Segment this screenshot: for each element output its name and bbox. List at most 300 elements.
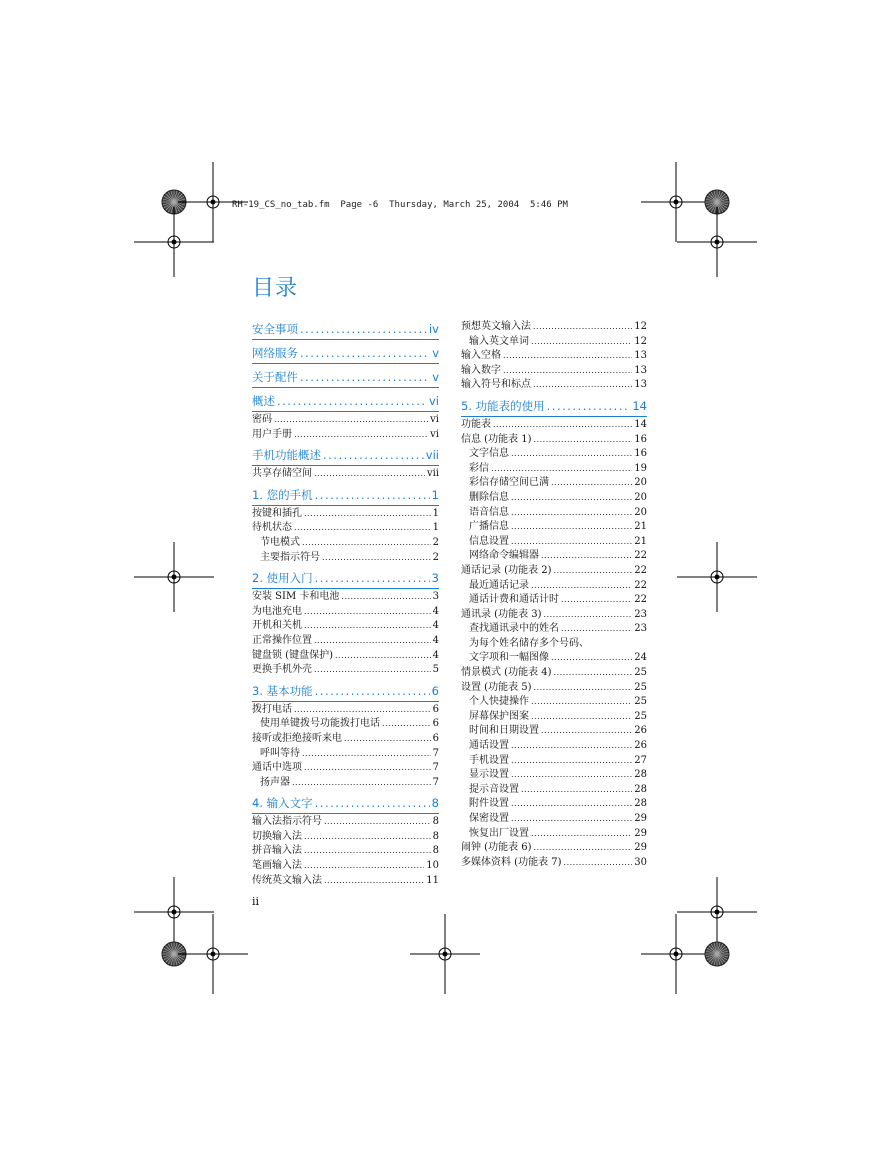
toc-entry <box>461 666 647 681</box>
toc-page-number: 29 <box>634 827 647 839</box>
toc-entry-label: 3. 基本功能 <box>252 683 313 698</box>
toc-entry-label: 最近通话记录 <box>469 579 529 591</box>
toc-leader-dots <box>531 695 632 710</box>
toc-leader-dots <box>503 364 632 379</box>
printer-star-target-icon <box>162 942 186 966</box>
registration-mark-icon <box>134 877 214 947</box>
print-header: RH-19_CS_no_tab.fm Page -6 Thursday, March 25, 2004 5:46 PM <box>232 200 568 210</box>
toc-entry <box>252 815 439 830</box>
toc-section-heading <box>252 682 439 701</box>
toc-entry <box>252 859 439 874</box>
toc-leader-dots <box>534 681 633 696</box>
toc-page-number: 26 <box>634 740 647 752</box>
toc-entry-label: 为电池充电 <box>252 605 302 617</box>
toc-entry <box>252 874 439 889</box>
toc-page-number: 25 <box>634 681 647 693</box>
toc-page-number: 12 <box>634 335 647 347</box>
toc-entry <box>461 349 647 364</box>
toc-subentry <box>461 622 647 637</box>
toc-entry-label: 5. 功能表的使用 <box>461 398 545 413</box>
toc-subentry <box>252 551 439 566</box>
toc-entry <box>252 844 439 859</box>
toc-page-number: 28 <box>634 798 647 810</box>
toc-leader-dots <box>315 794 430 813</box>
toc-subentry <box>461 491 647 506</box>
toc-page-number: 25 <box>634 667 647 679</box>
toc-entry-label: 更换手机外壳 <box>252 664 312 676</box>
toc-subentry <box>461 754 647 769</box>
toc-section-heading <box>252 486 439 505</box>
toc-page-number: 12 <box>634 321 647 332</box>
printer-star-target-icon <box>705 942 729 966</box>
toc-entry <box>252 830 439 845</box>
toc-entry <box>461 364 647 379</box>
toc-entry-label: 主要指示符号 <box>260 551 320 563</box>
toc-entry-label: 开机和关机 <box>252 620 302 632</box>
toc-entry-label: 密码 <box>252 414 272 425</box>
toc-entry-label: 4. 输入文字 <box>252 796 313 811</box>
toc-leader-dots <box>511 739 632 754</box>
toc-page-number: vii <box>426 468 439 480</box>
toc-entry <box>252 703 439 718</box>
toc-leader-dots <box>274 413 428 428</box>
toc-entry-label: 彩信存储空间已满 <box>469 477 549 489</box>
toc-entry-label: 输入法指示符号 <box>252 816 322 828</box>
toc-entry <box>461 841 647 856</box>
toc-entry-label: 待机状态 <box>252 522 292 534</box>
toc-leader-dots <box>533 320 632 335</box>
toc-section-heading <box>252 392 439 411</box>
section-underline <box>252 411 439 412</box>
toc-leader-dots <box>322 551 431 566</box>
toc-entry-label: 通讯录 (功能表 3) <box>461 608 542 620</box>
toc-page-number: 11 <box>426 874 439 886</box>
toc-section-heading <box>252 320 439 339</box>
toc-entry-label: 笔画输入法 <box>252 860 302 872</box>
toc-entry-label: 屏幕保护图案 <box>469 710 529 722</box>
toc-leader-dots <box>294 521 431 536</box>
registration-mark-icon <box>641 162 711 242</box>
toc-left-column <box>252 320 439 888</box>
toc-entry-label: 显示设置 <box>469 769 509 781</box>
toc-leader-dots <box>511 491 632 506</box>
toc-entry-label: 提示音设置 <box>469 783 519 795</box>
toc-entry-label: 查找通讯录中的姓名 <box>469 623 559 635</box>
registration-mark-icon <box>677 877 757 947</box>
toc-leader-dots <box>294 428 428 443</box>
toc-entry <box>252 428 439 443</box>
toc-entry-label: 删除信息 <box>469 491 509 503</box>
toc-section-heading <box>252 569 439 588</box>
toc-subentry <box>252 536 439 551</box>
toc-leader-dots <box>511 797 632 812</box>
toc-leader-dots <box>323 446 424 465</box>
toc-leader-dots <box>551 476 632 491</box>
toc-entry-label: 网络命令编辑器 <box>469 550 539 562</box>
toc-page-number: 7 <box>432 762 439 774</box>
toc-page-number: 13 <box>634 379 647 391</box>
toc-entry-label: 广播信息 <box>469 521 509 533</box>
toc-entry-label: 文字项和一幅图像 <box>469 652 549 664</box>
toc-leader-dots <box>564 856 633 871</box>
toc-page-number: 16 <box>634 433 647 445</box>
section-underline <box>461 416 647 417</box>
toc-page-number: 4 <box>432 620 439 632</box>
toc-entry-label: 共享存储空间 <box>252 468 312 480</box>
toc-entry-label: 呼叫等待 <box>260 747 300 759</box>
toc-entry-label: 2. 使用入门 <box>252 571 313 586</box>
page-number: ii <box>252 895 260 908</box>
toc-entry-label: 扬声器 <box>260 776 290 788</box>
toc-page-number: 4 <box>432 649 439 661</box>
toc-entry-label: 个人快捷操作 <box>469 696 529 708</box>
toc-entry <box>252 507 439 522</box>
toc-page-number: vi <box>430 414 439 425</box>
toc-section-heading <box>252 446 439 465</box>
toc-leader-dots <box>300 320 427 339</box>
toc-leader-dots <box>304 761 431 776</box>
toc-subentry <box>252 776 439 791</box>
toc-leader-dots <box>554 564 633 579</box>
toc-entry-label: 安全事项 <box>252 322 298 336</box>
toc-entry-label: 概述 <box>252 394 275 408</box>
toc-subentry <box>461 476 647 491</box>
toc-entry <box>252 663 439 678</box>
toc-page-number: vii <box>425 448 439 463</box>
toc-leader-dots <box>547 397 631 416</box>
toc-page-number: v <box>432 370 439 384</box>
toc-leader-dots <box>561 622 632 637</box>
toc-page-number: 24 <box>634 652 647 664</box>
toc-entry-label: 多媒体资料 (功能表 7) <box>461 856 562 868</box>
toc-entry <box>461 320 647 335</box>
toc-entry-label: 1. 您的手机 <box>252 487 313 502</box>
toc-leader-dots <box>314 663 431 678</box>
toc-subentry <box>461 812 647 827</box>
toc-section-heading <box>252 344 439 363</box>
toc-entry <box>461 856 647 871</box>
toc-entry-label: 恢复出厂设置 <box>469 827 529 839</box>
registration-mark-icon <box>410 914 480 994</box>
toc-entry <box>461 418 647 433</box>
toc-subentry <box>461 506 647 521</box>
toc-leader-dots <box>531 335 632 350</box>
section-underline <box>252 505 439 506</box>
toc-entry <box>461 564 647 579</box>
toc-page-number: 23 <box>634 623 647 635</box>
toc-leader-dots <box>541 549 632 564</box>
section-underline <box>252 588 439 589</box>
toc-page-number: vi <box>430 428 439 440</box>
toc-leader-dots <box>511 768 632 783</box>
toc-subentry <box>461 462 647 477</box>
toc-leader-dots <box>382 717 431 732</box>
toc-page-number: 16 <box>634 448 647 460</box>
toc-entry <box>252 619 439 634</box>
toc-page-number: 13 <box>634 364 647 376</box>
toc-page-number: 27 <box>634 754 647 766</box>
toc-entry-label: 传统英文输入法 <box>252 874 322 886</box>
toc-page-number: 4 <box>432 605 439 617</box>
toc-leader-dots <box>511 520 632 535</box>
registration-mark-icon <box>641 914 711 994</box>
toc-subentry <box>461 695 647 710</box>
toc-entry-label: 设置 (功能表 5) <box>461 681 532 693</box>
toc-leader-dots <box>300 344 430 363</box>
toc-section-heading <box>252 794 439 813</box>
toc-page-number: 25 <box>634 710 647 722</box>
toc-leader-dots <box>315 682 430 701</box>
toc-page-number: 10 <box>426 860 439 872</box>
toc-entry <box>252 467 439 482</box>
toc-entry-label: 为每个姓名储存多个号码、 <box>469 637 589 649</box>
toc-entry-continued <box>461 637 647 652</box>
toc-page-number: 3 <box>431 571 439 586</box>
toc-leader-dots <box>511 754 632 769</box>
toc-entry-label: 彩信 <box>469 462 489 474</box>
toc-entry-label: 节电模式 <box>260 536 300 548</box>
toc-page-number: 8 <box>432 816 439 828</box>
section-underline <box>252 813 439 814</box>
toc-entry-label: 保密设置 <box>469 813 509 824</box>
toc-page-number: 22 <box>634 579 647 591</box>
toc-page-number: 19 <box>634 462 647 474</box>
toc-subentry <box>461 739 647 754</box>
page-title: 目录 <box>252 276 299 301</box>
toc-entry-label: 接听或拒绝接听来电 <box>252 732 342 744</box>
toc-entry-label: 信息设置 <box>469 535 509 547</box>
toc-page-number: 8 <box>431 796 439 811</box>
toc-leader-dots <box>554 666 633 681</box>
toc-leader-dots <box>521 783 632 798</box>
section-underline <box>252 387 439 388</box>
toc-leader-dots <box>511 812 632 827</box>
toc-entry-label: 安装 SIM 卡和电池 <box>252 591 340 603</box>
toc-page-number: 3 <box>432 591 439 603</box>
toc-entry-label: 输入空格 <box>461 350 501 362</box>
toc-leader-dots <box>302 747 431 762</box>
toc-page-number: 20 <box>634 491 647 503</box>
toc-leader-dots <box>335 649 431 664</box>
registration-mark-icon <box>178 914 248 994</box>
toc-entry-label: 输入英文单词 <box>469 335 529 347</box>
toc-page-number: 20 <box>634 477 647 489</box>
toc-page-number: 26 <box>634 725 647 737</box>
toc-page-number: 6 <box>432 732 439 744</box>
toc-leader-dots <box>294 703 431 718</box>
toc-subentry <box>461 535 647 550</box>
toc-entry-label: 文字信息 <box>469 448 509 460</box>
toc-leader-dots <box>531 827 632 842</box>
toc-entry-label: 信息 (功能表 1) <box>461 433 532 445</box>
toc-leader-dots <box>304 844 431 859</box>
toc-entry <box>252 605 439 620</box>
toc-entry-label: 拼音输入法 <box>252 845 302 857</box>
toc-page-number: vi <box>428 394 439 408</box>
toc-leader-dots <box>304 605 431 620</box>
toc-page-number: 1 <box>431 487 439 502</box>
toc-page-number: 5 <box>432 664 439 676</box>
toc-subentry <box>461 579 647 594</box>
toc-page-number: iv <box>428 322 439 336</box>
toc-entry-label: 用户手册 <box>252 428 292 440</box>
toc-entry-label: 键盘锁 (键盘保护) <box>252 649 333 661</box>
toc-page-number: 14 <box>634 418 647 430</box>
toc-entry-label: 通话记录 (功能表 2) <box>461 564 552 576</box>
toc-entry-label: 按键和插孔 <box>252 507 302 519</box>
toc-entry-label: 情景模式 (功能表 4) <box>461 667 552 679</box>
toc-leader-dots <box>314 467 425 482</box>
toc-entry <box>461 608 647 623</box>
toc-page-number: 1 <box>432 522 439 534</box>
toc-page-number: 4 <box>432 634 439 646</box>
toc-leader-dots <box>531 710 632 725</box>
toc-page-number: 2 <box>432 551 439 563</box>
toc-leader-dots <box>315 486 430 505</box>
toc-entry-label: 闹钟 (功能表 6) <box>461 842 532 854</box>
toc-page-number: 13 <box>634 350 647 362</box>
toc-entry <box>461 681 647 696</box>
toc-entry <box>252 649 439 664</box>
toc-subentry <box>461 549 647 564</box>
toc-page-number: 7 <box>432 747 439 759</box>
toc-entry-label: 语音信息 <box>469 506 509 518</box>
toc-entry-label: 切换输入法 <box>252 830 302 842</box>
toc-entry-label: 正常操作位置 <box>252 634 312 646</box>
toc-subentry <box>461 447 647 462</box>
toc-page-number: 14 <box>632 398 647 413</box>
toc-page-number: 8 <box>432 830 439 842</box>
toc-leader-dots <box>292 776 431 791</box>
toc-leader-dots <box>511 506 632 521</box>
registration-mark-icon <box>677 542 757 612</box>
toc-leader-dots <box>503 349 632 364</box>
toc-leader-dots <box>541 724 632 739</box>
toc-leader-dots <box>561 593 632 608</box>
toc-leader-dots <box>533 378 632 393</box>
toc-entry-label: 输入数字 <box>461 364 501 376</box>
toc-entry-label: 通话计费和通话计时 <box>469 594 559 606</box>
toc-subentry <box>461 710 647 725</box>
section-underline <box>252 465 439 466</box>
toc-leader-dots <box>341 590 430 605</box>
toc-entry <box>252 634 439 649</box>
toc-leader-dots <box>491 462 632 477</box>
toc-subentry <box>461 768 647 783</box>
toc-entry-label: 时间和日期设置 <box>469 725 539 737</box>
toc-entry <box>461 433 647 448</box>
toc-page-number: 6 <box>431 683 439 698</box>
toc-page-number: 2 <box>432 536 439 548</box>
toc-page-number: 21 <box>634 521 647 533</box>
toc-entry <box>252 413 439 428</box>
toc-section-heading <box>461 397 647 416</box>
toc-leader-dots <box>302 536 431 551</box>
toc-page-number: 21 <box>634 535 647 547</box>
toc-subentry <box>461 520 647 535</box>
toc-leader-dots <box>544 608 633 623</box>
toc-page-number: 23 <box>634 608 647 620</box>
toc-leader-dots <box>511 447 632 462</box>
toc-leader-dots <box>304 507 431 522</box>
toc-leader-dots <box>493 418 632 433</box>
printer-star-target-icon <box>162 190 186 214</box>
toc-leader-dots <box>315 569 430 588</box>
toc-page-number: 28 <box>634 769 647 781</box>
toc-leader-dots <box>531 579 632 594</box>
toc-leader-dots <box>324 874 424 889</box>
toc-entry <box>252 761 439 776</box>
registration-mark-icon <box>677 207 757 277</box>
toc-subentry <box>461 593 647 608</box>
toc-entry-label: 使用单键拨号功能拨打电话 <box>260 718 380 730</box>
toc-entry-label: 网络服务 <box>252 346 298 360</box>
toc-leader-dots <box>324 815 431 830</box>
toc-leader-dots <box>511 535 632 550</box>
toc-page-number: 22 <box>634 594 647 606</box>
toc-entry-label: 手机设置 <box>469 754 509 766</box>
toc-entry-label: 通话设置 <box>469 740 509 752</box>
toc-leader-dots <box>304 830 431 845</box>
toc-section-heading <box>252 368 439 387</box>
toc-entry-label: 关于配件 <box>252 370 298 384</box>
toc-subentry <box>461 783 647 798</box>
toc-page-number: 30 <box>634 856 647 868</box>
toc-subentry <box>252 747 439 762</box>
toc-leader-dots <box>300 368 430 387</box>
toc-page-number: 20 <box>634 506 647 518</box>
toc-entry <box>252 590 439 605</box>
toc-entry-label: 拨打电话 <box>252 703 292 715</box>
toc-entry-label: 附件设置 <box>469 798 509 810</box>
toc-leader-dots <box>304 619 431 634</box>
section-underline <box>252 339 439 340</box>
toc-subentry <box>461 335 647 350</box>
toc-entry-label: 通话中选项 <box>252 762 302 774</box>
printer-star-target-icon <box>705 190 729 214</box>
toc-page-number: v <box>432 346 439 360</box>
toc-leader-dots <box>277 392 427 411</box>
registration-mark-icon <box>134 207 214 277</box>
toc-page-number: 8 <box>432 845 439 857</box>
toc-page-number: 22 <box>634 564 647 576</box>
section-underline <box>252 363 439 364</box>
toc-entry-label: 手机功能概述 <box>252 448 321 463</box>
toc-page-number: 29 <box>634 842 647 854</box>
toc-page-number: 6 <box>432 718 439 730</box>
toc-leader-dots <box>534 433 633 448</box>
toc-leader-dots <box>314 634 431 649</box>
toc-leader-dots <box>344 732 431 747</box>
toc-page-number: 1 <box>432 507 439 519</box>
toc-subentry <box>461 797 647 812</box>
toc-entry-label: 功能表 <box>461 418 491 430</box>
toc-subentry <box>461 724 647 739</box>
toc-page-number: 6 <box>432 703 439 715</box>
section-underline <box>252 701 439 702</box>
toc-page-number: 25 <box>634 696 647 708</box>
toc-entry <box>252 732 439 747</box>
toc-subentry <box>461 651 647 666</box>
toc-leader-dots <box>551 651 632 666</box>
toc-subentry <box>252 717 439 732</box>
toc-page-number: 28 <box>634 783 647 795</box>
toc-entry-label: 预想英文输入法 <box>461 321 531 332</box>
toc-page-number: 7 <box>432 776 439 788</box>
toc-entry-label: 输入符号和标点 <box>461 379 531 391</box>
toc-subentry <box>461 827 647 842</box>
toc-entry <box>461 378 647 393</box>
